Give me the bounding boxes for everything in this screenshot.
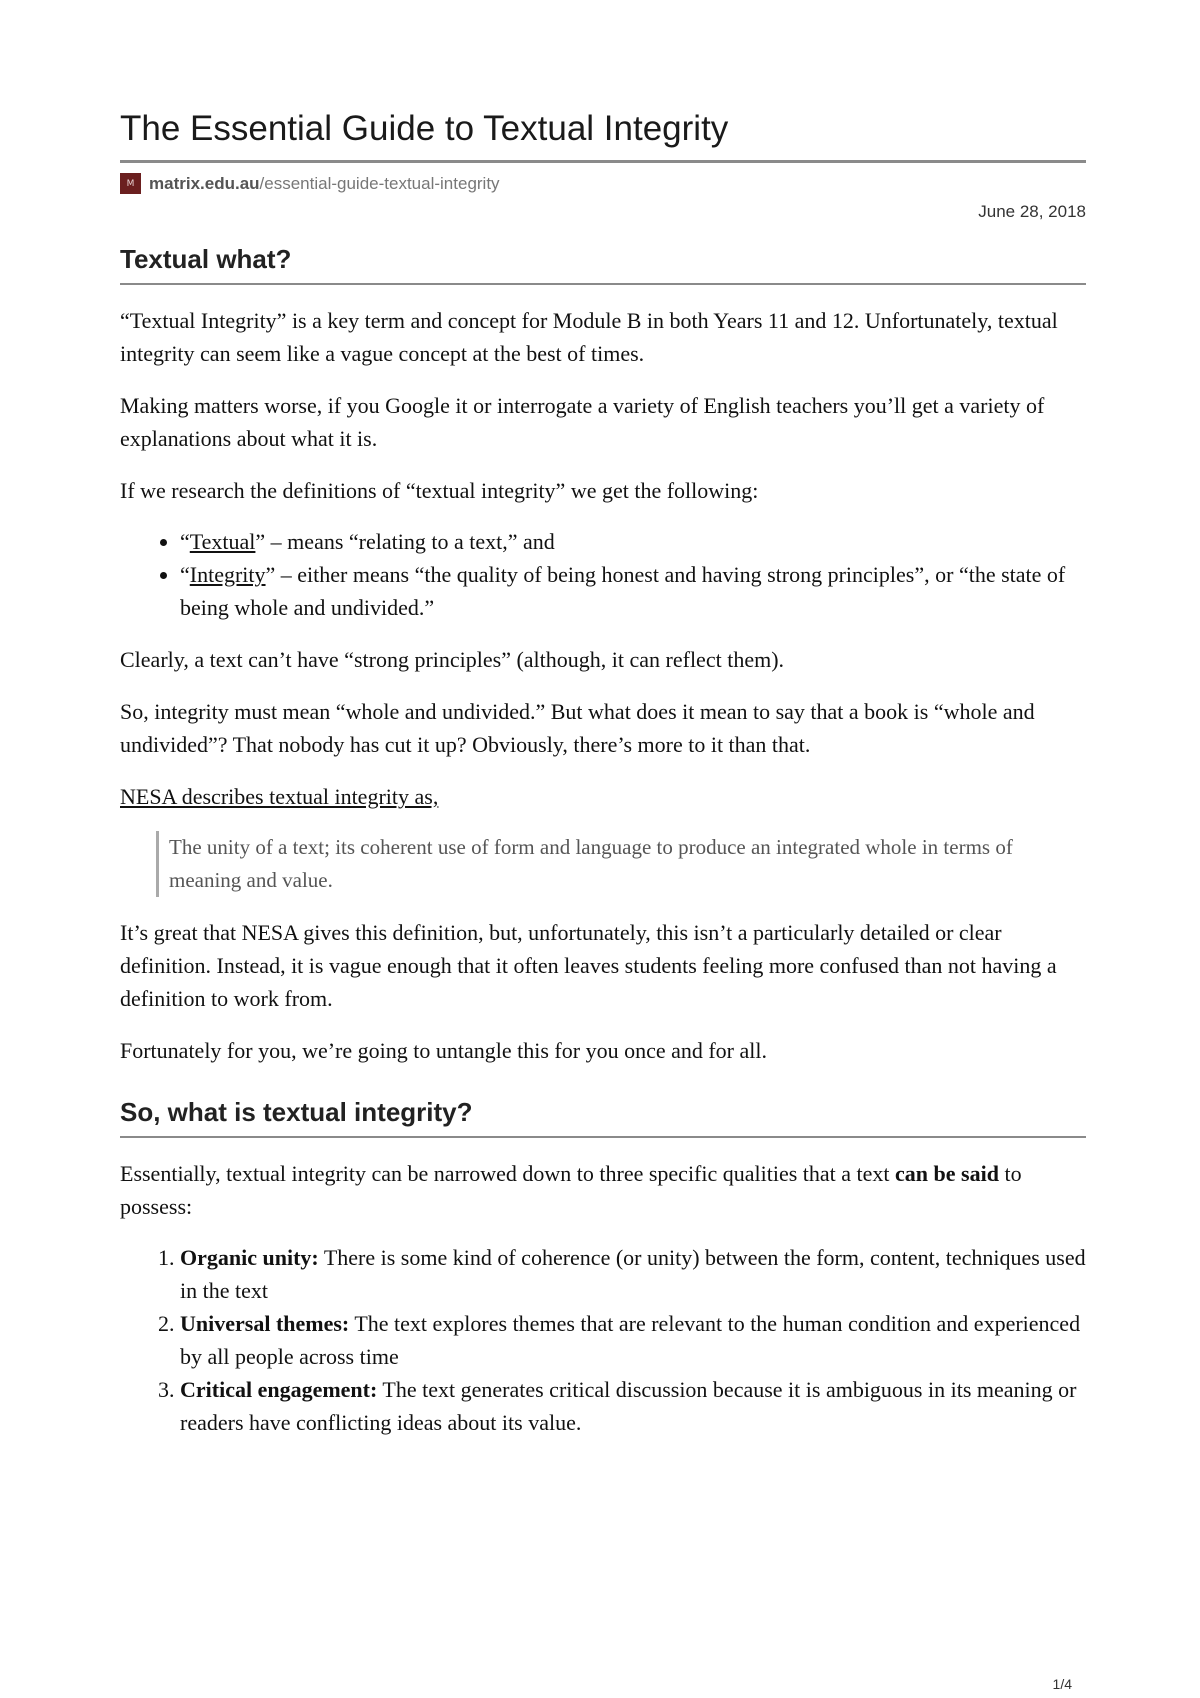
paragraph: “Textual Integrity” is a key term and concept for Module B in both Years 11 and 12. Unfortunately, textual integrity can seem like a vague concept at the best of times. bbox=[120, 308, 1058, 367]
list-item bbox=[180, 1241, 1086, 1307]
list-item bbox=[180, 525, 1086, 558]
source-line bbox=[120, 173, 1086, 194]
definition-text: ” – means “relating to a text,” and bbox=[255, 529, 555, 555]
paragraph: Fortunately for you, we’re going to untangle this for you once and for all. bbox=[120, 1038, 768, 1064]
section-what-is-textual-integrity bbox=[120, 1097, 1086, 1439]
source-path[interactable]: /essential-guide-textual-integrity bbox=[259, 173, 500, 193]
nesa-link[interactable]: NESA describes textual integrity as, bbox=[120, 784, 439, 810]
qualities-list bbox=[120, 1241, 1086, 1439]
paragraph: Making matters worse, if you Google it or interrogate a variety of English teachers you’ll get a variety of explanations about what it is. bbox=[120, 393, 1045, 452]
definition-link-textual[interactable]: Textual bbox=[189, 529, 256, 555]
article bbox=[120, 108, 1086, 1439]
definition-link-integrity[interactable]: Integrity bbox=[189, 562, 266, 588]
quote-mark: “ bbox=[180, 529, 190, 555]
source-url[interactable] bbox=[149, 174, 500, 194]
publish-date: June 28, 2018 bbox=[978, 202, 1086, 221]
item-label: Organic unity: bbox=[180, 1245, 319, 1271]
paragraph: It’s great that NESA gives this definition, but, unfortunately, this isn’t a particularly detailed or clear definition. Instead, it is vague enough that it often leaves students feeling more confused than not having a definition to work from. bbox=[120, 920, 1057, 1012]
paragraph bbox=[120, 780, 1086, 813]
nesa-quote: The unity of a text; its coherent use of form and language to produce an integrated whole in terms of meaning and value. bbox=[156, 831, 1086, 897]
intro-text: Essentially, textual integrity can be narrowed down to three specific qualities that a text bbox=[120, 1161, 896, 1187]
quote-mark: “ bbox=[180, 562, 190, 588]
definition-list bbox=[120, 525, 1086, 624]
item-label: Universal themes: bbox=[180, 1311, 350, 1337]
title-divider bbox=[120, 160, 1086, 163]
page-title: The Essential Guide to Textual Integrity bbox=[120, 109, 729, 148]
item-text: The text generates critical discussion because it is ambiguous in its meaning or readers have conflicting ideas about its value. bbox=[180, 1377, 1077, 1436]
paragraph: So, integrity must mean “whole and undivided.” But what does it mean to say that a book is “whole and undivided”? That nobody has cut it up? Obviously, there’s more to it than that. bbox=[120, 699, 1035, 758]
list-item bbox=[180, 1307, 1086, 1373]
intro-text-end: to possess: bbox=[120, 1161, 1022, 1220]
list-item bbox=[180, 558, 1086, 624]
site-favicon-icon: M bbox=[120, 173, 141, 194]
list-item bbox=[180, 1373, 1086, 1439]
paragraph: If we research the definitions of “textual integrity” we get the following: bbox=[120, 478, 759, 504]
paragraph: Clearly, a text can’t have “strong principles” (although, it can reflect them). bbox=[120, 647, 785, 673]
section-divider bbox=[120, 1136, 1086, 1138]
item-text: The text explores themes that are relevant to the human condition and experienced by all people across time bbox=[180, 1311, 1081, 1370]
section-textual-what bbox=[120, 244, 1086, 1067]
intro-bold: can be said bbox=[895, 1161, 999, 1187]
page-number: 1/4 bbox=[1052, 1676, 1072, 1692]
section-heading: So, what is textual integrity? bbox=[120, 1097, 473, 1128]
item-text: There is some kind of coherence (or unity) between the form, content, techniques used in the text bbox=[180, 1245, 1086, 1304]
definition-text: ” – either means “the quality of being honest and having strong principles”, or “the state of being whole and undivided.” bbox=[180, 562, 1066, 621]
item-label: Critical engagement: bbox=[180, 1377, 378, 1403]
section-heading: Textual what? bbox=[120, 244, 292, 274]
section-divider bbox=[120, 283, 1086, 285]
source-domain[interactable]: matrix.edu.au bbox=[149, 173, 260, 193]
paragraph bbox=[120, 1157, 1086, 1223]
